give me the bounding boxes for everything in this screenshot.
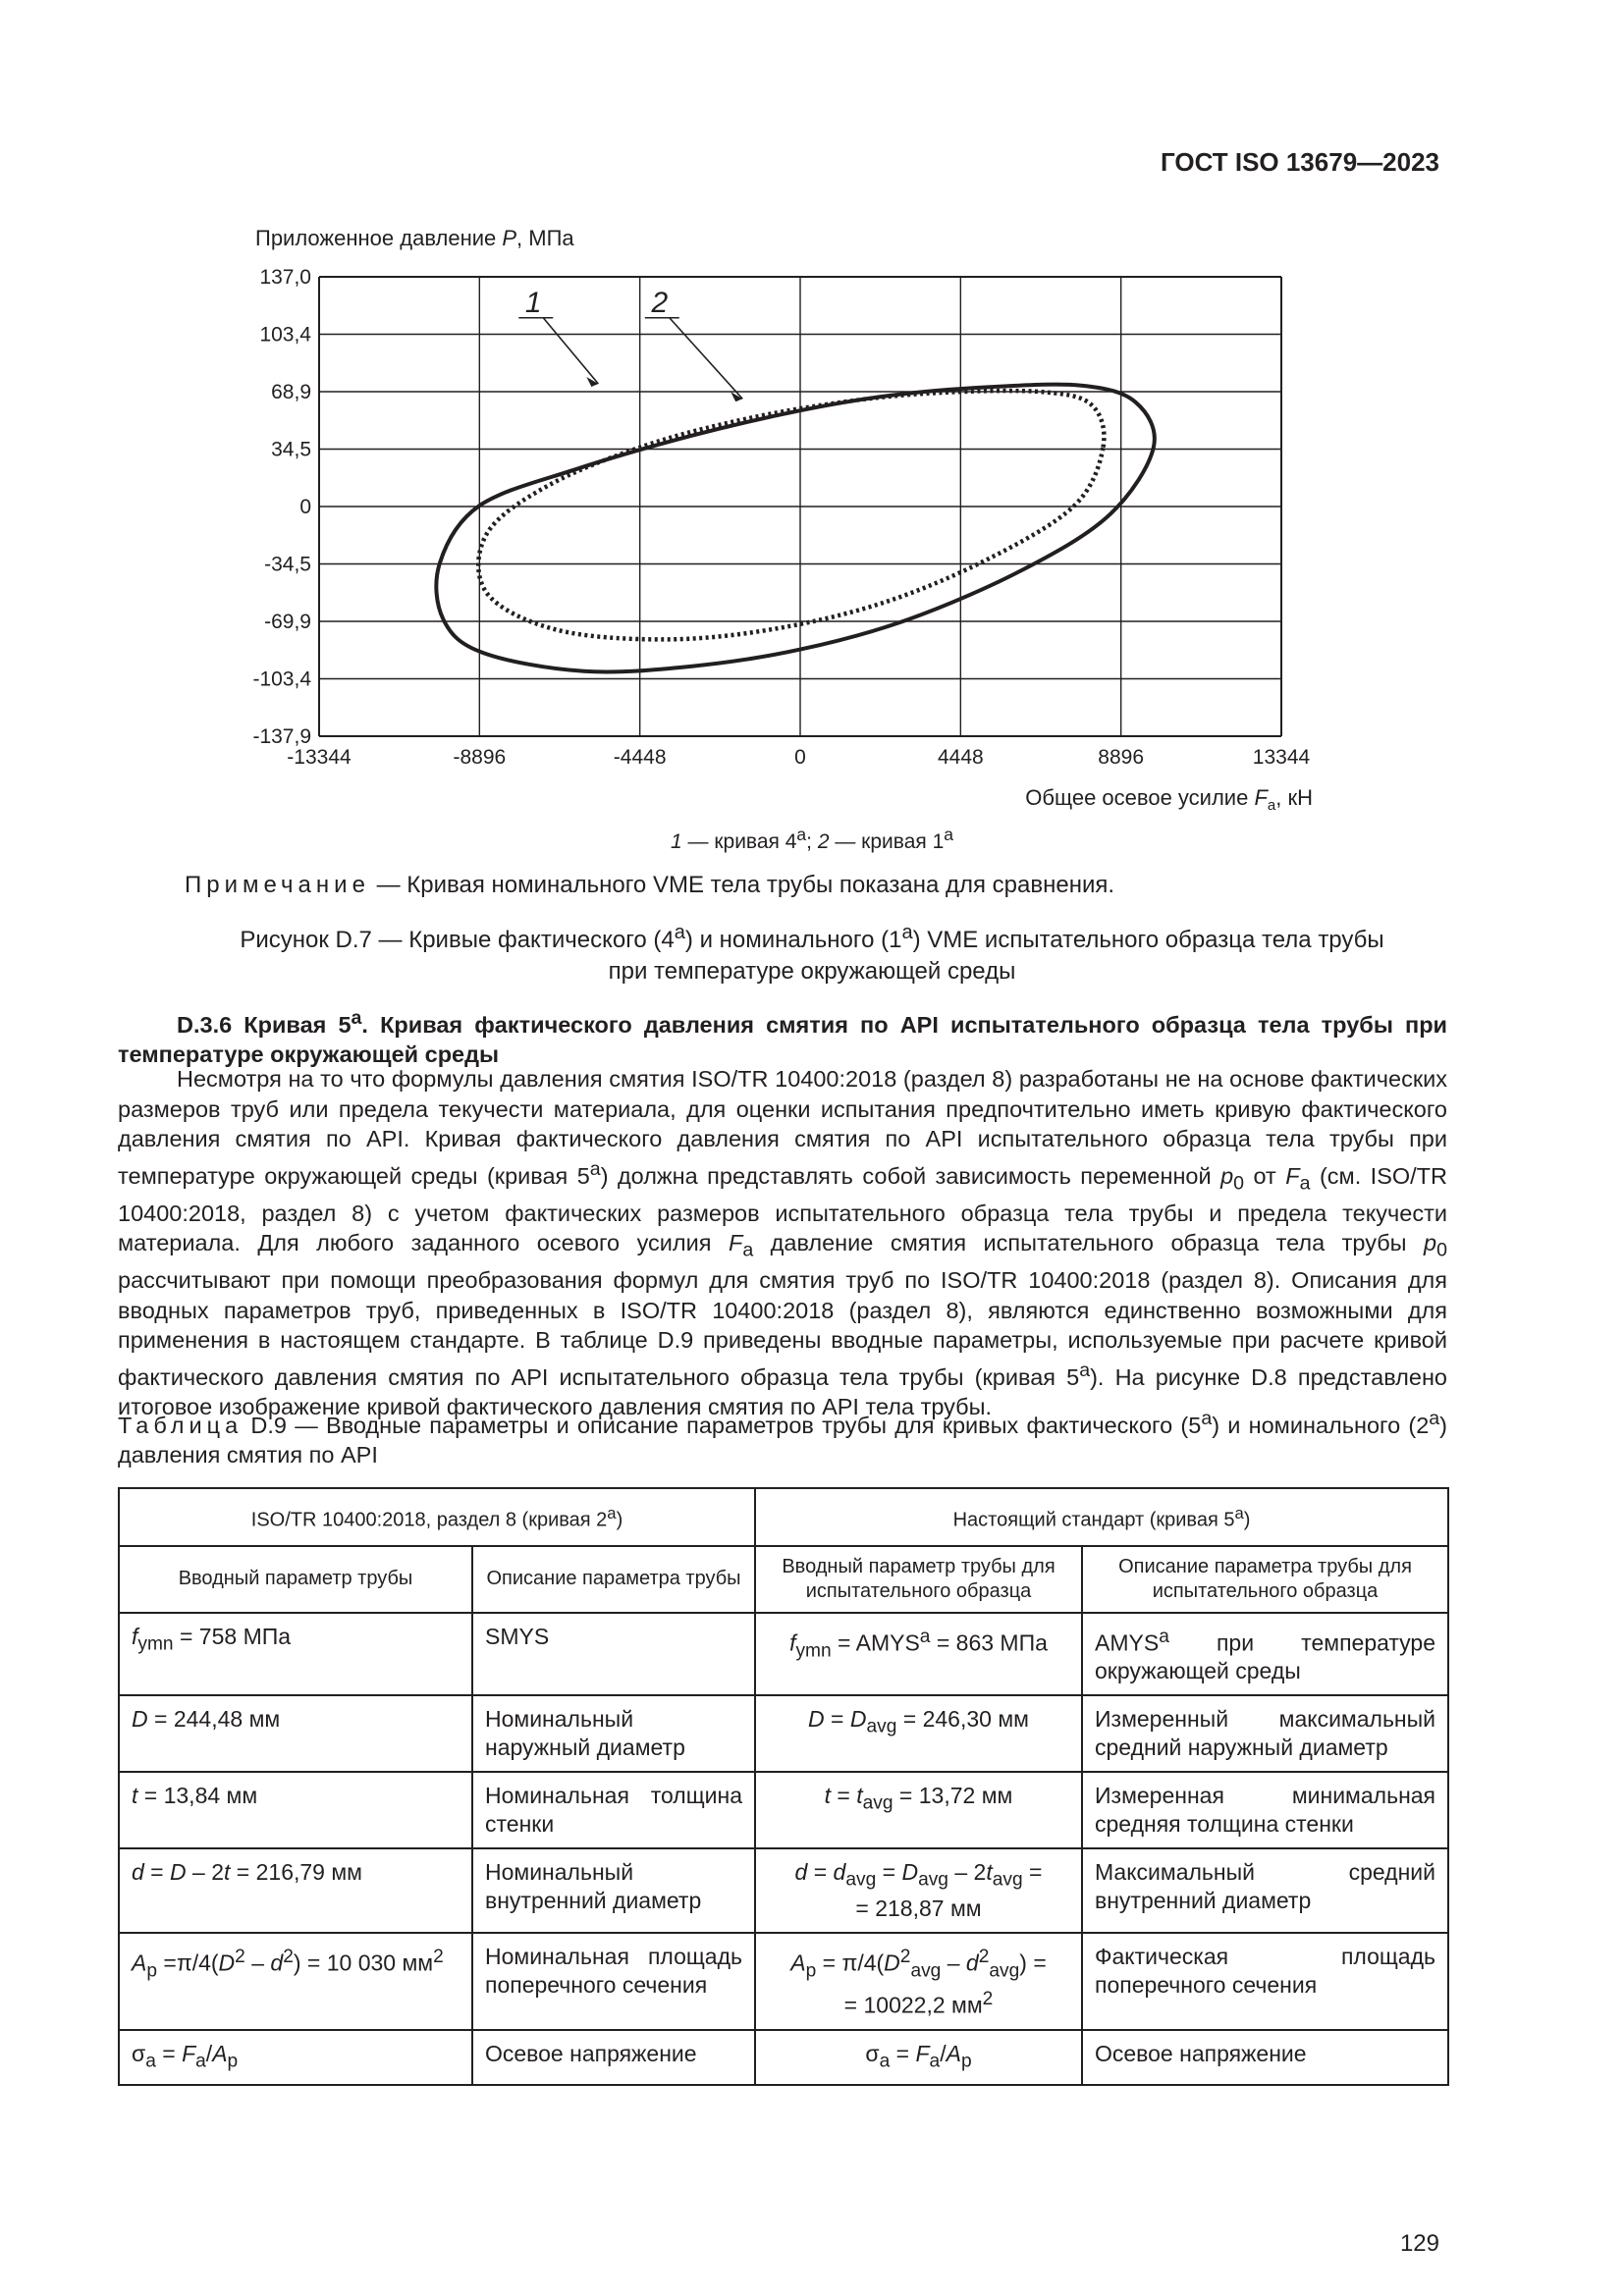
table-caption: Таблица D.9 — Вводные параметры и описание параметров трубы для кривых фактического (5$^a$) и номинального (2$^a$) давления смятия по API	[118, 1408, 1447, 1468]
table-cell: Номинальная толщина стенки	[472, 1772, 755, 1848]
note-text: — Кривая номинального VME тела трубы показана для сравнения.	[369, 872, 1115, 898]
section-title: D.3.6 Кривая 5$^a$. Кривая фактического давления смятия по API испытательного образца тела трубы при температуре окружающей среды	[118, 1007, 1447, 1068]
section-paragraph: Несмотря на то что формулы давления смятия ISO/TR 10400:2018 (раздел 8) разработаны не на основе фактических размеров труб или предела текучести материала, для оценки испытания предпочтительно иметь кривую фактического давления смятия по API. Кривая фактического давления смятия по API испытательного образца тела трубы при температуре окружающей среды (кривая 5$^a$) должна представлять собой зависимость переменной $p_0$ от $F_a$ (см. ISO/TR 10400:2018, раздел 8) с учетом фактических размеров испытательного образца тела трубы и предела текучести материала. Для любого заданного осевого усилия $F_a$ давление смятия испытательного образца тела трубы $p_0$ рассчитывают при помощи преобразования формул для смятия труб по ISO/TR 10400:2018 (раздел 8). Описания для вводных параметров труб, приведенных в ISO/TR 10400:2018 (раздел 8), являются единственно возможными для применения в настоящем стандарте. В таблице D.9 приведены вводные параметры, используемые при расчете кривой фактического давления смятия по API испытательного образца тела трубы (кривая 5$^a$). На рисунке D.8 представлено итоговое изображение кривой фактического давления смятия по API тела трубы.	[118, 1066, 1448, 1420]
table-d9	[118, 1487, 1449, 2086]
table-row	[119, 1848, 1448, 1933]
curve-label-2: 2	[651, 286, 669, 319]
table-cell: Измеренный максимальный средний наружный диаметр	[1082, 1695, 1448, 1772]
figure-legend: 1 — кривая 4$^a$; 2 — кривая 1$^a$	[670, 825, 954, 853]
column-header: Описание параметра трубы для испытательного образца	[1082, 1546, 1448, 1613]
table-row	[119, 1933, 1448, 2030]
table-cell: $A_p =\pi/4(D^2 - d^2) = 10$ 030 $мм^2$	[119, 1933, 472, 2030]
group-header-standard: Настоящий стандарт (кривая 5$^a$)	[755, 1488, 1448, 1546]
chart-labels	[252, 226, 1313, 814]
chart-grid	[319, 277, 1281, 736]
y-tick-label: -34,5	[264, 553, 311, 576]
x-tick-label: -8896	[453, 746, 507, 769]
column-header: Вводный параметр трубы	[119, 1546, 472, 1613]
figure-note	[185, 872, 1114, 899]
table-cell: $d = d_{avg} = D_{avg} - 2t_{avg}$ = = 218,87 мм	[755, 1848, 1082, 1933]
table-cell: Измеренная минимальная средняя толщина стенки	[1082, 1772, 1448, 1848]
curve-1	[436, 385, 1155, 672]
x-tick-label: -13344	[287, 746, 352, 769]
table-row	[119, 2030, 1448, 2086]
y-tick-label: 68,9	[271, 381, 311, 403]
table-row	[119, 1613, 1448, 1696]
leader-line	[543, 318, 598, 384]
x-tick-label: -4448	[613, 746, 667, 769]
table-cell: d = D – 2t = 216,79 мм	[119, 1848, 472, 1933]
leader-line	[670, 318, 742, 400]
y-tick-label: -137,9	[252, 725, 311, 748]
table-cell: Номинальный внутренний диаметр	[472, 1848, 755, 1933]
y-axis-title: Приложенное давление P, МПа	[255, 226, 574, 250]
table-row	[119, 1695, 1448, 1772]
table-cell: D = 244,48 мм	[119, 1695, 472, 1772]
y-tick-label: -103,4	[252, 667, 311, 691]
y-tick-label: 0	[299, 496, 311, 518]
x-tick-label: 13344	[1252, 746, 1311, 769]
page-number: 129	[1399, 2230, 1439, 2257]
table-cell: SMYS	[472, 1613, 755, 1696]
table-cell: $A_p = \pi/4(D^2_{avg} - d^2_{avg})$ = = 10022,2 $мм^2$	[755, 1933, 1082, 2030]
table-cell: $t = t_{avg} = 13,72$ мм	[755, 1772, 1082, 1848]
table-cell: Номинальный наружный диаметр	[472, 1695, 755, 1772]
y-tick-label: 137,0	[259, 266, 311, 289]
y-tick-label: -69,9	[264, 611, 311, 633]
x-tick-label: 4448	[937, 746, 984, 769]
note-label: Примечание	[185, 872, 370, 898]
table-cell: Максимальный средний внутренний диаметр	[1082, 1848, 1448, 1933]
curve-2	[478, 391, 1104, 639]
table-cell: $f_{ymn}$ = $AMYS^a = 863$ МПа	[755, 1613, 1082, 1696]
table-cell: $f_{ymn} = 758$ МПа	[119, 1613, 472, 1696]
table-cell: $D = D_{avg} = 246,30$ мм	[755, 1695, 1082, 1772]
column-header: Описание параметра трубы	[472, 1546, 755, 1613]
table-group-header-row	[119, 1488, 1448, 1546]
y-tick-label: 34,5	[271, 438, 311, 461]
table-cell: Фактическая площадь поперечного сечения	[1082, 1933, 1448, 2030]
document-header: ГОСТ ISO 13679—2023	[1160, 147, 1439, 177]
table-cell: $\sigma_a = F_a/A_p$	[755, 2030, 1082, 2086]
curve-label-1: 1	[524, 286, 542, 319]
vme-chart	[236, 216, 1414, 815]
table-cell: Осевое напряжение	[472, 2030, 755, 2086]
figure-caption: Рисунок D.7 — Кривые фактического (4$^a$) и номинального (1$^a$) VME испытательного образца тела трубы при температуре окружающей среды	[240, 922, 1384, 985]
y-tick-label: 103,4	[259, 323, 311, 347]
table-cell: AMYS$^a$ при температуре окружающей среды	[1082, 1613, 1448, 1696]
table-cell: $\sigma_a = F_a/A_p$	[119, 2030, 472, 2086]
table-cell: Осевое напряжение	[1082, 2030, 1448, 2086]
x-tick-label: 8896	[1098, 746, 1145, 769]
group-header-iso: ISO/TR 10400:2018, раздел 8 (кривая 2$^a$)	[119, 1488, 755, 1546]
column-header: Вводный параметр трубы для испытательного образца	[755, 1546, 1082, 1613]
table-header-row	[119, 1546, 1448, 1613]
table-cell: t = 13,84 мм	[119, 1772, 472, 1848]
chart-curves	[436, 385, 1155, 672]
x-tick-label: 0	[794, 746, 806, 769]
x-axis-title: Общее осевое усилие $F_a$, кН	[1025, 785, 1313, 814]
table-row	[119, 1772, 1448, 1848]
table-cell: Номинальная площадь поперечного сечения	[472, 1933, 755, 2030]
